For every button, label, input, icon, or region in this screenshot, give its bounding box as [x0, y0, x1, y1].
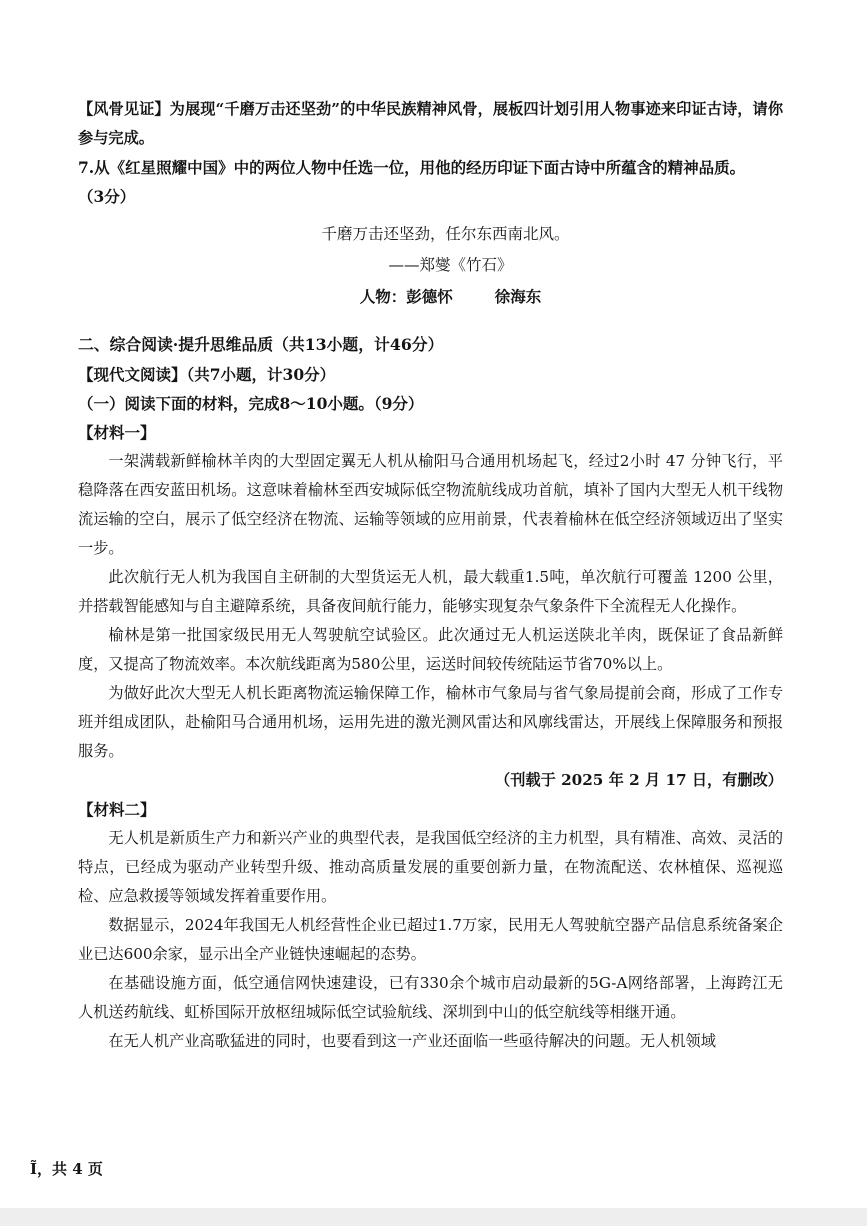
section-2-part1: （一）阅读下面的材料，完成8～10小题。（9分） [78, 394, 424, 413]
intro-lead: 【风骨见证】 [78, 100, 170, 118]
section-2-title: 二、综合阅读·提升思维品质（共13小题，计46分） [78, 335, 444, 354]
question-7-text: 7.从《红星照耀中国》中的两位人物中任选一位，用他的经历印证下面古诗中所蕴含的精神品质。 [78, 158, 746, 177]
person-2: 徐海东 [494, 287, 542, 306]
material-2-paragraph: 无人机是新质生产力和新兴产业的典型代表，是我国低空经济的主力机型，具有精准、高效、灵活的特点，已经成为驱动产业转型升级、推动高质量发展的重要创新力量，在物流配送、农林植保、巡视巡检、应急救援等领域发挥着重要作用。 [78, 829, 783, 905]
question-7 [78, 153, 783, 211]
material-2-paragraph: 在基础设施方面，低空通信网快速建设，已有330余个城市启动最新的5G-A网络部署，上海跨江无人机送药航线、虹桥国际开放枢纽城际低空试验航线、深圳到中山的低空航线等相继开通。 [78, 974, 783, 1021]
material-1-paragraph: 榆林是第一批国家级民用无人驾驶航空试验区。此次通过无人机运送陕北羊肉，既保证了食品新鲜度，又提高了物流效率。本次航线距离为580公里，运送时间较传统陆运节省70%以上。 [78, 626, 783, 673]
material-2-heading: 【材料二】 [78, 800, 156, 819]
page-footer: Ĩ，共 4 页 [30, 1160, 103, 1178]
section-2-subtitle: 【现代文阅读】（共7小题，计30分） [78, 365, 336, 384]
intro-text: 为展现“千磨万击还坚劲”的中华民族精神风骨，展板四计划引用人物事迹来印证古诗，请你参与完成。 [78, 100, 784, 147]
material-1-paragraph: 一架满载新鲜榆林羊肉的大型固定翼无人机从榆阳马合通用机场起飞，经过2小时 47 分钟飞行，平稳降落在西安蓝田机场。这意味着榆林至西安城际低空物流航线成功首航，填补了国内大型无人机干线物流运输的空白，展示了低空经济在物流、运输等领域的应用前景，代表着榆林在低空经济领域迈出了坚实一步。 [78, 452, 783, 557]
material-1-paragraph: 此次航行无人机为我国自主研制的大型货运无人机，最大载重1.5吨，单次航行可覆盖 1200 公里，并搭载智能感知与自主避障系统，具备夜间航行能力，能够实现复杂气象条件下全流程无人化操作。 [78, 568, 783, 615]
poem-source: ——郑燮《竹石》 [388, 256, 513, 274]
question-7-score: （3分） [78, 187, 136, 206]
material-1-source: （刊载于 2025 年 2 月 17 日，有删改） [495, 771, 783, 789]
material-2-paragraph: 数据显示，2024年我国无人机经营性企业已超过1.7万家，民用无人驾驶航空器产品信息系统备案企业已达600余家，显示出全产业链快速崛起的态势。 [78, 916, 783, 963]
material-1-paragraph: 为做好此次大型无人机长距离物流运输保障工作，榆林市气象局与省气象局提前会商，形成了工作专班并组成团队，赴榆阳马合通用机场，运用先进的激光测风雷达和风廓线雷达，开展线上保障服务和预报服务。 [78, 684, 783, 760]
scan-edge-strip [0, 1208, 867, 1226]
material-1-heading: 【材料一】 [78, 423, 156, 442]
intro-paragraph [78, 95, 783, 153]
people-label: 人物： [359, 287, 407, 306]
page-content [78, 95, 783, 1056]
person-1: 彭德怀 [406, 287, 453, 306]
poem-block [78, 219, 783, 312]
poem-people [78, 281, 783, 312]
poem-line: 千磨万击还坚劲，任尔东西南北风。 [321, 225, 570, 243]
material-2-paragraph: 在无人机产业高歌猛进的同时，也要看到这一产业还面临一些亟待解决的问题。无人机领域 [108, 1032, 716, 1050]
